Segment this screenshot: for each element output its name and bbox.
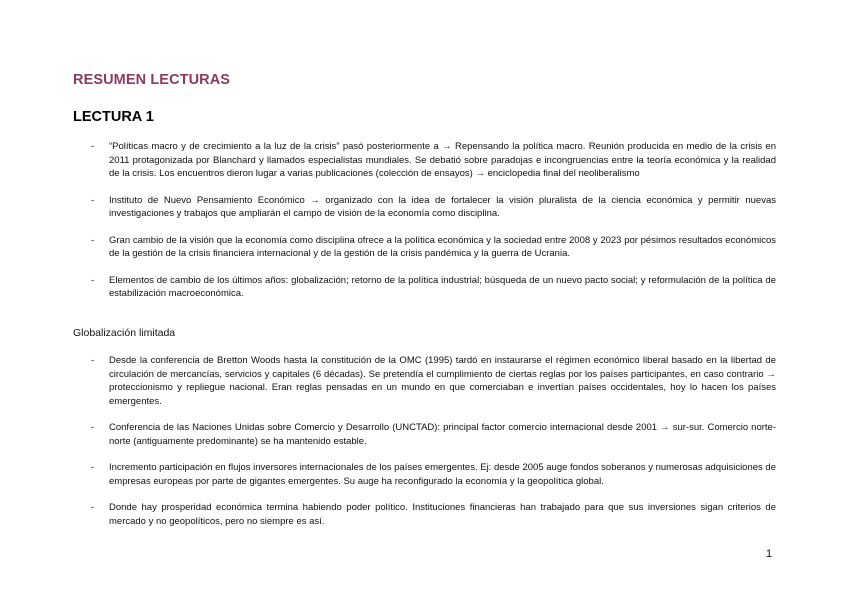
page-number: 1 <box>766 548 773 560</box>
bullet-text: Incremento participación en flujos inversores internacionales de los países emergentes. Ej: desde 2005 auge fondos soberanos y numerosas adquisiciones de empresas europeas por parte de gigantes emergentes. Su auge ha reconfigurado la economía y la geopolítica global. <box>109 462 776 487</box>
document-title: RESUMEN LECTURAS <box>73 72 231 88</box>
bullet-list-lectura-1 <box>0 140 848 301</box>
bullet-marker: - <box>91 502 95 513</box>
bullet-text: Elementos de cambio de los últimos años: globalización; retorno de la política industrial; búsqueda de un nuevo pacto social; y reformulación de la política de estabilización macroeconómica. <box>109 274 776 299</box>
list-item <box>0 194 848 221</box>
bullet-text: Desde la conferencia de Bretton Woods hasta la constitución de la OMC (1995) tardó en instaurarse el régimen económico liberal basado en la libertad de circulación de mercancías, servicios y capitales (6 décadas). Se pretendía el cumplimiento de ciertas reglas por los países participantes, en caso contrario → proteccionismo y repliegue nacional. Eran reglas pensadas en un mundo en que comerciaban e invertían países occidentales, hoy lo hacen los países emergentes. <box>109 355 776 407</box>
bullet-marker: - <box>91 234 95 246</box>
list-item <box>0 354 848 408</box>
bullet-marker: - <box>91 422 95 433</box>
list-item <box>0 501 848 528</box>
list-item <box>0 234 848 261</box>
section-heading-lectura-1: LECTURA 1 <box>73 109 154 125</box>
list-item <box>0 461 848 488</box>
bullet-marker: - <box>91 194 95 206</box>
list-item <box>0 274 848 301</box>
bullet-text: Instituto de Nuevo Pensamiento Económico → organizado con la idea de fortalecer la visión pluralista de la ciencia económica y permitir nuevas investigaciones y trabajos que ampliarán el campo de visión de la economía como disciplina. <box>109 194 776 219</box>
bullet-text: Gran cambio de la visión que la economía como disciplina ofrece a la política económica y la sociedad entre 2008 y 2023 por pésimos resultados económicos de la gestión de la crisis financiera internacional y de la gestión de la crisis pandémica y la guerra de Ucrania. <box>109 234 776 259</box>
bullet-text: Donde hay prosperidad económica termina habiendo poder político. Instituciones financieras han trabajado para que sus inversiones sigan criterios de mercado y no geopolíticos, pero no siempre es así. <box>109 502 776 527</box>
bullet-marker: - <box>91 141 95 152</box>
bullet-marker: - <box>91 462 95 473</box>
bullet-list-globalizacion <box>0 354 848 528</box>
bullet-text: “Políticas macro y de crecimiento a la luz de la crisis” pasó posteriormente a → Repensando la política macro. Reunión producida en medio de la crisis en 2011 protagonizada por Blanchard y llamados especialistas mundiales. Se debatió sobre paradojas e incongruencias entre la teoría económica y la realidad de la crisis. Los encuentros dieron lugar a varias publicaciones (colección de ensayos) → enciclopedia final del neoliberalismo <box>109 141 776 179</box>
list-item <box>0 140 848 181</box>
bullet-marker: - <box>91 274 95 286</box>
list-item <box>0 421 848 448</box>
bullet-marker: - <box>91 355 95 366</box>
subheading-globalizacion-limitada: Globalización limitada <box>73 327 176 339</box>
bullet-text: Conferencia de las Naciones Unidas sobre Comercio y Desarrollo (UNCTAD): principal factor comercio internacional desde 2001 → sur-sur. Comercio norte-norte (antiguamente predominante) se ha mantenido estable. <box>109 422 776 447</box>
